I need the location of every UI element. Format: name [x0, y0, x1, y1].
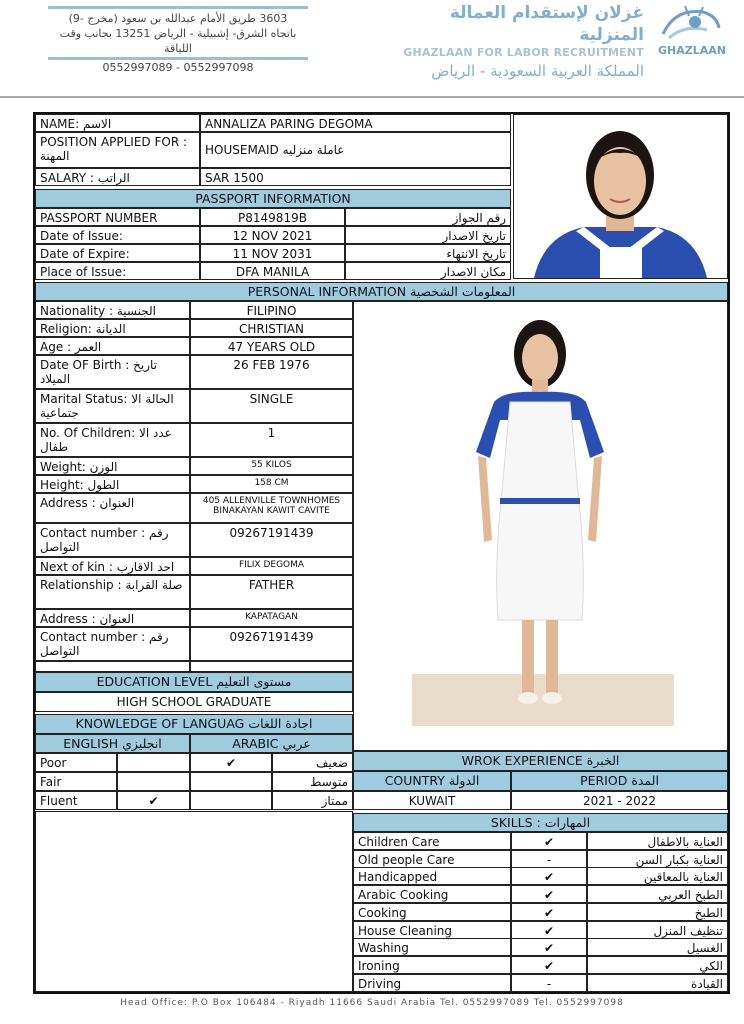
address-line: باتجاه الشرق- إشبيلية - الرياض 13251 بجانب وقت [59, 27, 297, 40]
personal-field-value: KAPATAGAN [190, 609, 353, 627]
arabic-column-header: ARABIC عربي [190, 734, 353, 753]
portrait-photo [513, 114, 728, 279]
salary-label: SALARY : الراتب [35, 168, 200, 186]
skill-mark-icon: ✔ [511, 956, 587, 974]
address-line: اللياقة [164, 42, 192, 55]
skill-name: Cooking [353, 903, 511, 921]
skill-name-arabic: العناية بكبار السن [587, 850, 728, 868]
personal-field-value: 405 ALLENVILLE TOWNHOMES BINAKAYAN KAWIT CAVITE [190, 493, 353, 523]
personal-field-value: SINGLE [190, 389, 353, 423]
skill-name: Handicapped [353, 867, 511, 885]
passport-field-value: DFA MANILA [200, 262, 345, 280]
passport-field-label: Date of Expire: [35, 244, 200, 262]
personal-field-value: 09267191439 [190, 523, 353, 557]
personal-field-label: Religion: الديانة [35, 319, 190, 337]
phone-numbers: 0552997089 - 0552997098 [48, 57, 308, 76]
passport-field-label-arabic: تاريخ الاصدار [345, 226, 511, 244]
languages-section-title: KNOWLEDGE OF LANGUAG اجادة اللغات [35, 714, 353, 734]
language-level-arabic: ضعيف [272, 753, 353, 772]
period-column-header: PERIOD المدة [511, 771, 728, 791]
experience-section-title: WROK EXPERIENCE الخبرة [353, 751, 728, 771]
divider [0, 96, 744, 98]
passport-field-label: PASSPORT NUMBER [35, 208, 200, 226]
personal-field-label: Relationship : صلة القرابة [35, 575, 190, 609]
personal-field-value: 158 CM [190, 475, 353, 493]
blank-row [35, 661, 190, 672]
country-column-header: COUNTRY الدولة [353, 771, 511, 791]
personal-field-value: 1 [190, 423, 353, 457]
english-check-icon: ✔ [117, 791, 190, 810]
personal-field-label: Marital Status: الحالة الا جتماعية [35, 389, 190, 423]
skill-mark-icon: ✔ [511, 903, 587, 921]
experience-period: 2021 - 2022 [511, 791, 728, 810]
brand-block [384, 2, 644, 82]
education-section-title: EDUCATION LEVEL مستوى التعليم [35, 672, 353, 692]
position-value: HOUSEMAID عاملة منزليه [200, 132, 511, 168]
personal-field-label: Height: الطول [35, 475, 190, 493]
skill-name-arabic: تنظيف المنزل [587, 921, 728, 939]
english-check-icon [117, 753, 190, 772]
address-line: 3603 طريق الأمام عبدالله بن سعود (مخرج -9) [68, 12, 288, 25]
personal-field-value: 55 KILOS [190, 457, 353, 475]
skill-name-arabic: العناية بالاطفال [587, 832, 728, 850]
skill-name: Ironing [353, 956, 511, 974]
skill-mark-icon: - [511, 974, 587, 992]
skill-name-arabic: العناية بالمعاقين [587, 867, 728, 885]
personal-field-label: Address : العنوان [35, 609, 190, 627]
passport-field-value: 11 NOV 2031 [200, 244, 345, 262]
language-level: Poor [35, 753, 117, 772]
personal-field-value: FILIX DEGOMA [190, 557, 353, 575]
experience-country: KUWAIT [353, 791, 511, 810]
passport-field-label-arabic: تاريخ الانتهاء [345, 244, 511, 262]
personal-section-title: PERSONAL INFORMATION المعلومات الشخصية [35, 282, 728, 301]
skill-name: Old people Care [353, 850, 511, 868]
footer-contact: Head Office: P.O Box 106484 - Riyadh 11666 Saudi Arabia Tel. 0552997089 Tel. 0552997098 [120, 998, 624, 1008]
full-body-photo [353, 301, 728, 751]
blank-row [190, 661, 353, 672]
arabic-check-icon: ✔ [190, 753, 272, 772]
skill-mark-icon: ✔ [511, 832, 587, 850]
skill-mark-icon: ✔ [511, 867, 587, 885]
personal-field-value: 47 YEARS OLD [190, 337, 353, 355]
personal-field-value: 26 FEB 1976 [190, 355, 353, 389]
logo-wordmark: GHAZLAAN [658, 44, 726, 57]
salary-value: SAR 1500 [200, 168, 511, 186]
passport-field-label: Place of Issue: [35, 262, 200, 280]
personal-field-label: Nationality : الجنسية [35, 301, 190, 319]
arabic-check-icon [190, 772, 272, 791]
personal-field-label: Contact number : رقم التواصل [35, 627, 190, 661]
brand-name-arabic: غزلان لإستقدام العمالة المنزلية [449, 3, 644, 45]
language-level: Fair [35, 772, 117, 791]
personal-field-label: Date OF Birth : تاريخ الميلاد [35, 355, 190, 389]
personal-field-label: Age : العمر [35, 337, 190, 355]
english-check-icon [117, 772, 190, 791]
name-label: NAME: الاسم [35, 114, 200, 132]
blank-area [35, 811, 353, 992]
skill-name-arabic: الطبخ [587, 903, 728, 921]
divider [48, 6, 308, 9]
skill-name-arabic: الطبخ العربي [587, 885, 728, 903]
skill-name-arabic: القيادة [587, 974, 728, 992]
skills-section-title: SKILLS : المهارات [353, 813, 728, 832]
language-level-arabic: ممتاز [272, 791, 353, 810]
personal-field-label: Address : العنوان [35, 493, 190, 523]
personal-field-label: Contact number : رقم التواصل [35, 523, 190, 557]
english-column-header: ENGLISH انجليزي [35, 734, 190, 753]
personal-field-value: FILIPINO [190, 301, 353, 319]
skill-name: Arabic Cooking [353, 885, 511, 903]
skill-mark-icon: ✔ [511, 921, 587, 939]
position-label: POSITION APPLIED FOR : المهنة [35, 132, 200, 168]
personal-field-value: FATHER [190, 575, 353, 609]
brand-location-arabic: المملكة العربية السعودية - الرياض [431, 62, 644, 80]
cv-form [33, 112, 730, 994]
personal-field-label: Next of kin : احد الاقارب [35, 557, 190, 575]
personal-field-label: No. Of Children: عدد الا طفال [35, 423, 190, 457]
passport-field-label-arabic: مكان الاصدار [345, 262, 511, 280]
personal-field-label: Weight: الوزن [35, 457, 190, 475]
personal-field-value: CHRISTIAN [190, 319, 353, 337]
skill-name: House Cleaning [353, 921, 511, 939]
skill-name: Washing [353, 938, 511, 956]
arabic-check-icon [190, 791, 272, 810]
letterhead [0, 0, 744, 98]
skill-name-arabic: الكي [587, 956, 728, 974]
skill-name-arabic: الغسيل [587, 938, 728, 956]
brand-name-english: GHAZLAAN FOR LABOR RECRUITMENT [403, 46, 644, 59]
name-value: ANNALIZA PARING DEGOMA [200, 114, 511, 132]
skill-name: Driving [353, 974, 511, 992]
passport-field-value: P8149819B [200, 208, 345, 226]
passport-field-label: Date of Issue: [35, 226, 200, 244]
skill-mark-icon: - [511, 850, 587, 868]
skill-name: Children Care [353, 832, 511, 850]
address-block [48, 6, 308, 86]
passport-section-title: PASSPORT INFORMATION [35, 189, 511, 208]
skill-mark-icon: ✔ [511, 885, 587, 903]
personal-field-value: 09267191439 [190, 627, 353, 661]
passport-field-value: 12 NOV 2021 [200, 226, 345, 244]
language-level-arabic: متوسط [272, 772, 353, 791]
education-value: HIGH SCHOOL GRADUATE [35, 692, 353, 712]
passport-field-label-arabic: رقم الجواز [345, 208, 511, 226]
skill-mark-icon: ✔ [511, 938, 587, 956]
language-level: Fluent [35, 791, 117, 810]
